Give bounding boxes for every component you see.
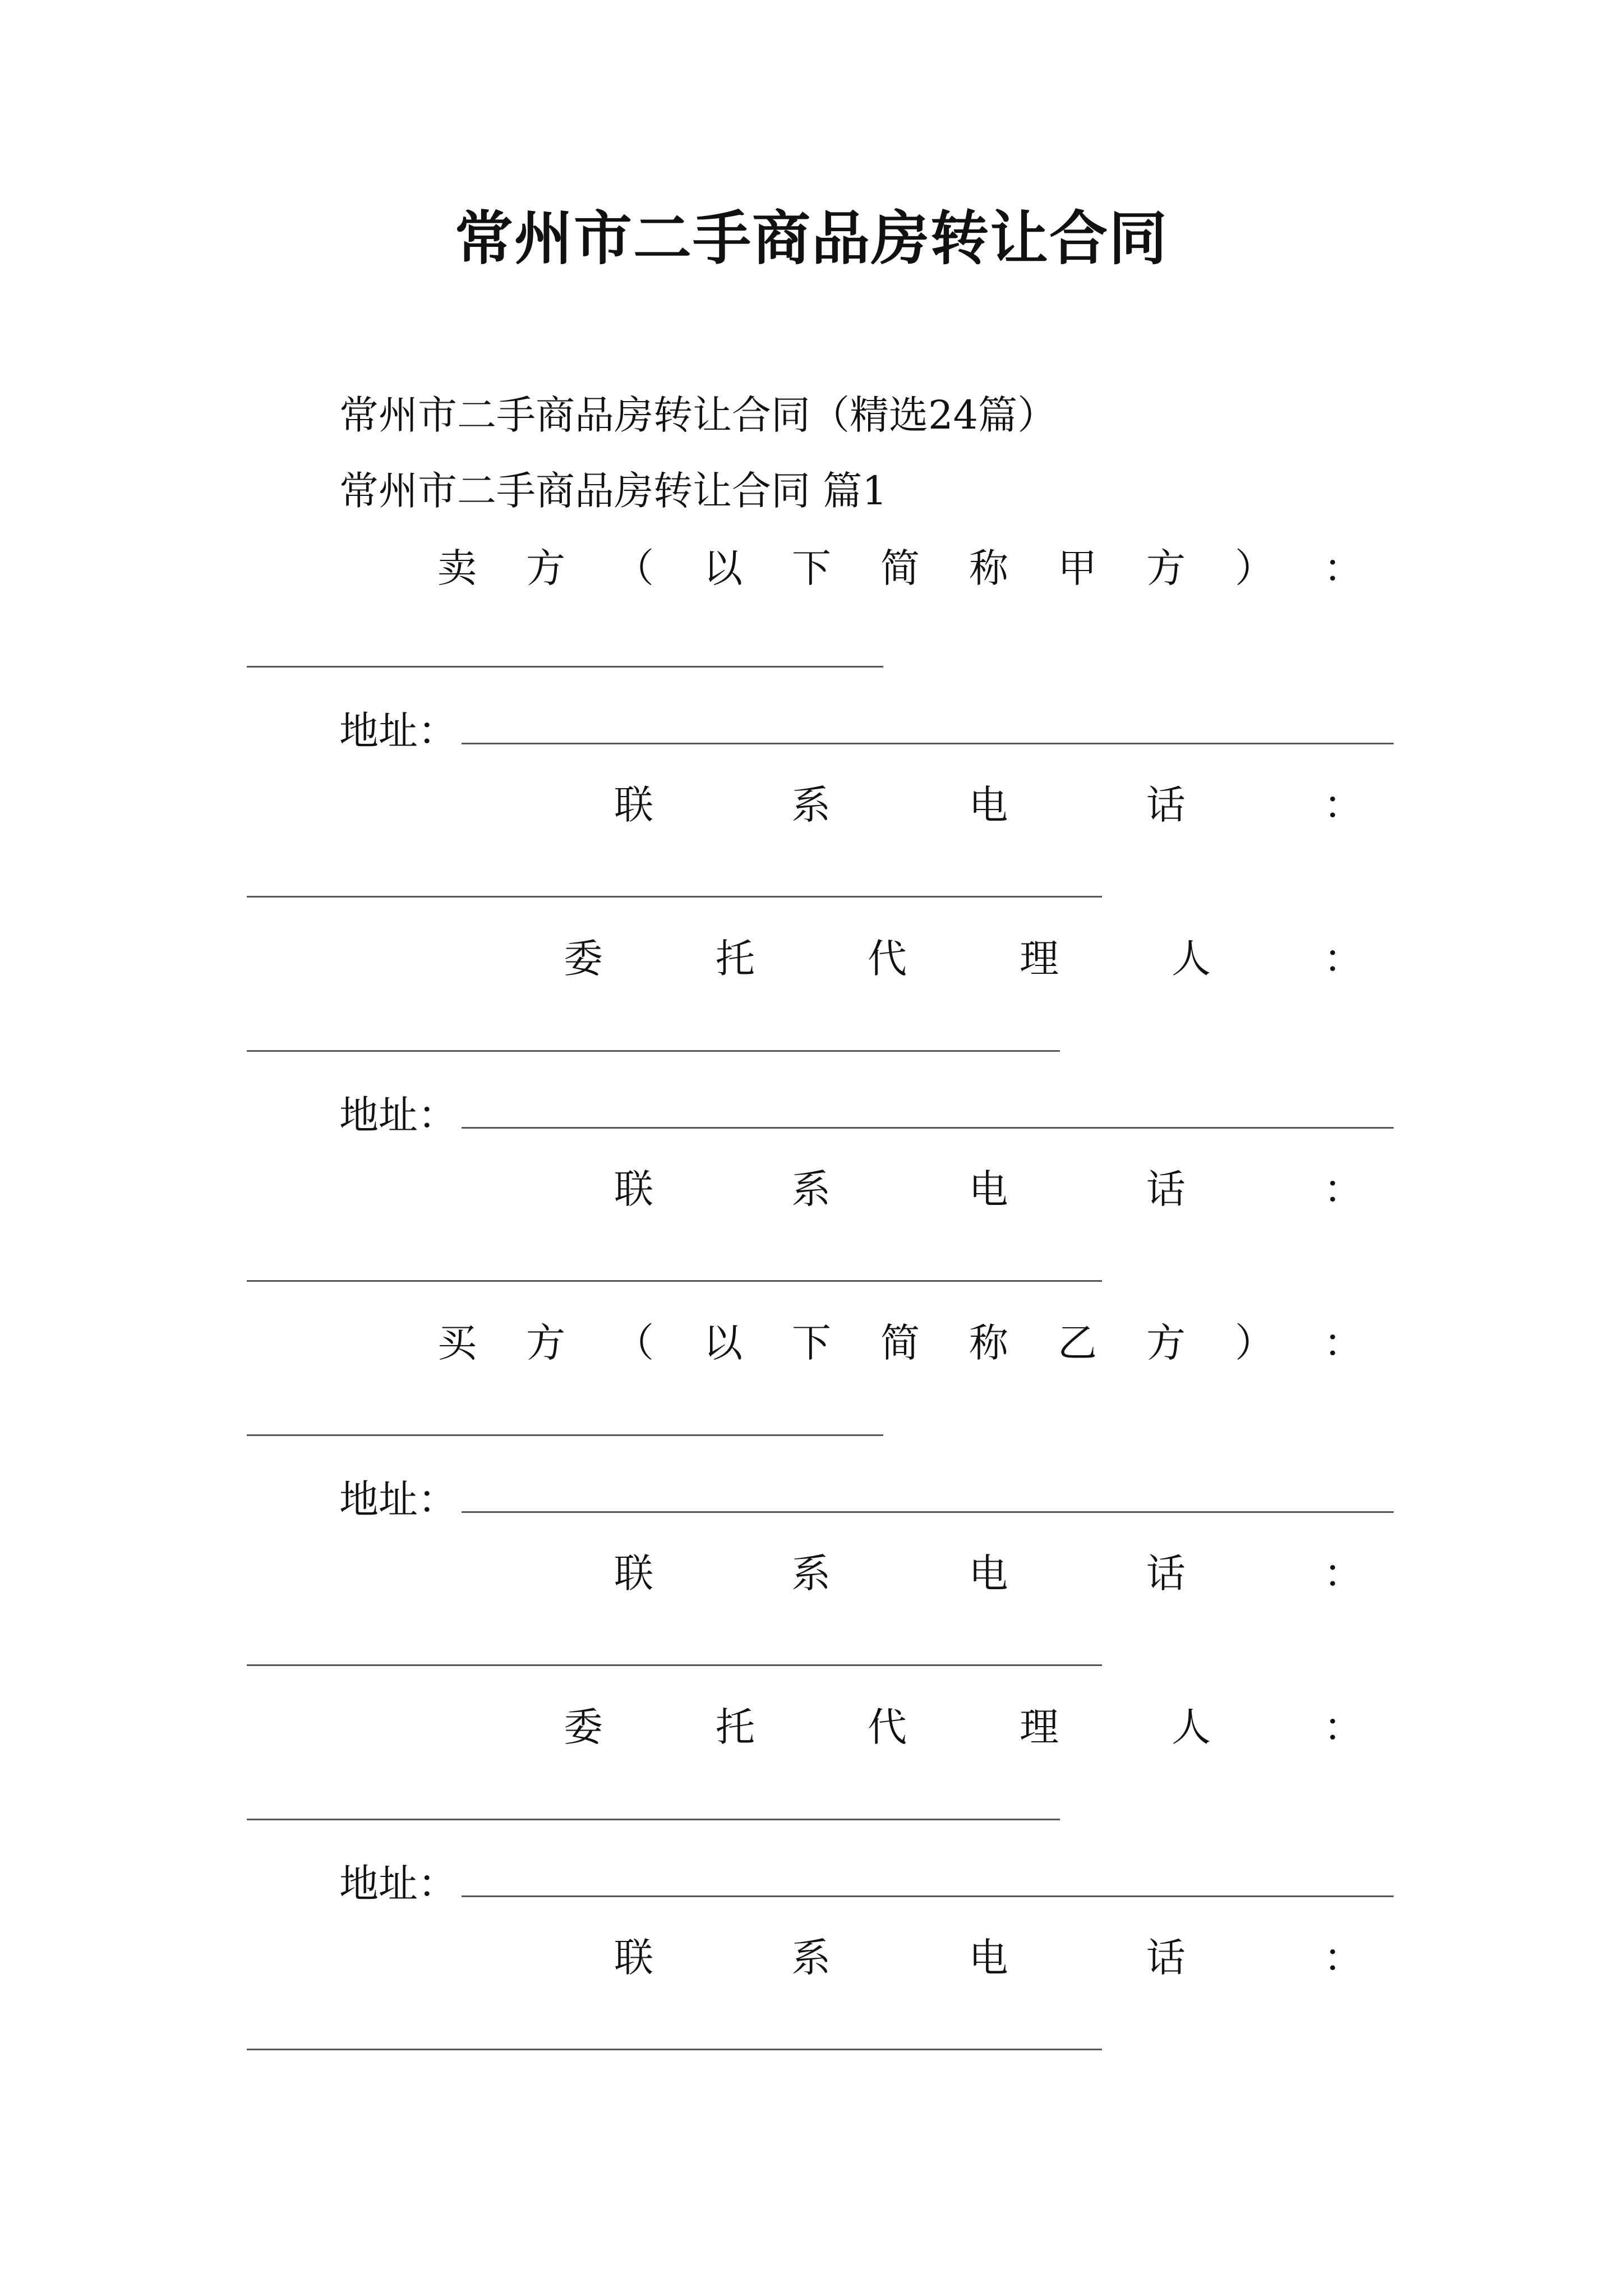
seller-agent-blank[interactable] (247, 1050, 1060, 1052)
buyer-agent-phone-blank[interactable] (247, 2049, 1102, 2050)
buyer-agent-address-field[interactable] (339, 1855, 1394, 1911)
buyer-phone-label: 联 系 电 话 ： (614, 1550, 1363, 1596)
section-heading: 常州市二手商品房转让合同 篇1 (339, 468, 887, 514)
seller-agent-phone-blank[interactable] (247, 1280, 1102, 1282)
address-blank[interactable] (462, 1855, 1394, 1897)
address-label: 地址： (339, 708, 457, 754)
buyer-agent-phone-label: 联 系 电 话 ： (614, 1935, 1363, 1981)
document-title: 常州市二手商品房转让合同 (454, 204, 1168, 273)
address-blank[interactable] (462, 1471, 1394, 1513)
document-subtitle: 常州市二手商品房转让合同（精选24篇） (339, 392, 1057, 438)
buyer-agent-label: 委 托 代 理 人 ： (564, 1704, 1363, 1750)
seller-blank[interactable] (247, 666, 883, 668)
seller-label: 卖 方 （ 以 下 简 称 甲 方 ） ： (437, 545, 1363, 591)
buyer-label: 买 方 （ 以 下 简 称 乙 方 ） ： (437, 1320, 1363, 1366)
address-blank[interactable] (462, 702, 1394, 744)
seller-agent-phone-label: 联 系 电 话 ： (614, 1166, 1363, 1212)
seller-agent-label: 委 托 代 理 人 ： (564, 936, 1363, 982)
buyer-blank[interactable] (247, 1434, 883, 1436)
address-label: 地址： (339, 1861, 457, 1907)
buyer-agent-blank[interactable] (247, 1819, 1060, 1820)
seller-phone-label: 联 系 电 话 ： (614, 782, 1363, 828)
address-label: 地址： (339, 1476, 457, 1522)
buyer-phone-blank[interactable] (247, 1664, 1102, 1666)
address-label: 地址： (339, 1092, 457, 1138)
seller-address-field[interactable] (339, 702, 1394, 758)
address-blank[interactable] (462, 1087, 1394, 1129)
seller-phone-blank[interactable] (247, 896, 1102, 898)
seller-agent-address-field[interactable] (339, 1087, 1394, 1143)
buyer-address-field[interactable] (339, 1471, 1394, 1527)
